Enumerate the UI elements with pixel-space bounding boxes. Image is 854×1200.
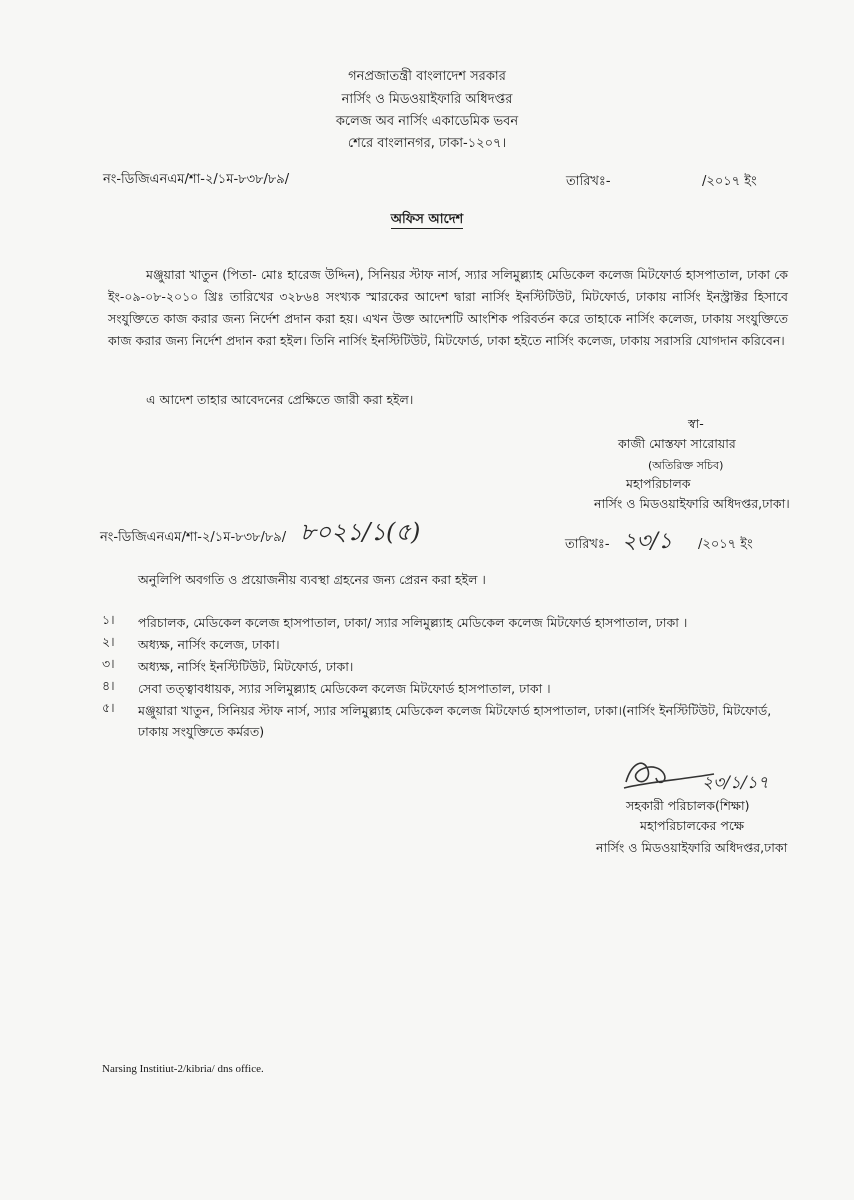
on-behalf-note: মহাপরিচালকের পক্ষে <box>640 818 745 833</box>
distribution-item: পরিচালক, মেডিকেল কলেজ হাসপাতাল, ঢাকা/ স্যার সলিমুল্ল্যাহ মেডিকেল কলেজ মিটফোর্ড হাসপাতাল, ঢাকা । <box>138 615 688 630</box>
order-issue-note: এ আদেশ তাহার আবেদনের প্রেক্ষিতে জারী করা হইল। <box>146 392 414 407</box>
distribution-number: ১। <box>102 612 115 627</box>
copy-memo-number: নং-ডিজিএনএম/শা-২/১ম-৮৩৮/৮৯/ <box>100 530 287 545</box>
signed-mark: স্বা- <box>688 416 704 431</box>
copy-intro: অনুলিপি অবগতি ও প্রয়োজনীয় ব্যবস্থা গ্রহনের জন্য প্রেরন করা হইল । <box>138 572 486 587</box>
document-title <box>0 210 854 231</box>
signatory-designation: মহাপরিচালক <box>626 476 691 491</box>
handwritten-memo-number: ৮০২১/১(৫) <box>300 518 421 546</box>
distribution-number: ২। <box>102 634 115 649</box>
distribution-number: ৪। <box>102 678 115 693</box>
distribution-item: সেবা তত্ত্বাবধায়ক, স্যার সলিমুল্ল্যাহ মেডিকেল কলেজ মিটফোর্ড হাসপাতাল, ঢাকা । <box>138 681 551 696</box>
memo-date-label: তারিখঃ- <box>566 174 611 189</box>
order-paragraph: মঞ্জুয়ারা খাতুন (পিতা- মোঃ হারেজ উদ্দিন), সিনিয়র স্টাফ নার্স, স্যার সলিমুল্ল্যাহ মেডিকেল কলেজ মিটফোর্ড হাসপাতাল, ঢাকা কে ইং-০৯-০৮-২০১০ খ্রিঃ তারিখের ৩২৮৬৪ সংখ্যক স্মারকের আদেশ দ্বারা নার্সিং ইনস্টিটিউট, মিটফোর্ড, ঢাকায় নার্সিং ইনস্ট্রাক্টর হিসাবে সংযুক্তিতে কাজ করার জন্য নির্দেশ প্রদান করা হয়। এখন উক্ত আদেশটি আংশিক পরিবর্তন করে তাহাকে নার্সিং কলেজ, ঢাকায় সংযুক্তিতে কাজ করার জন্য নির্দেশ প্রদান করা হইল। তিনি নার্সিং ইনস্টিটিউট, মিটফোর্ড, ঢাকা হইতে নার্সিং কলেজ, ঢাকায় সরাসরি যোগদান করিবেন। <box>108 267 788 348</box>
assistant-director-office: নার্সিং ও মিডওয়াইফারি অধিদপ্তর,ঢাকা <box>596 840 788 855</box>
distribution-item: অধ্যক্ষ, নার্সিং কলেজ, ঢাকা। <box>138 637 280 652</box>
footer-file-reference: Narsing Institiut-2/kibria/ dns office. <box>102 1063 264 1075</box>
signatory-name: কাজী মোস্তফা সারোয়ার <box>618 436 736 451</box>
handwritten-date: ২৩/১ <box>622 529 673 554</box>
distribution-number: ৩। <box>102 656 115 671</box>
document-title-text: অফিস আদেশ <box>390 212 464 227</box>
header-line-building: কলেজ অব নার্সিং একাডেমিক ভবন <box>335 114 519 129</box>
copy-memo-date-suffix: /২০১৭ ইং <box>698 537 753 552</box>
distribution-item: অধ্যক্ষ, নার্সিং ইনস্টিটিউট, মিটফোর্ড, ঢাকা। <box>138 659 354 674</box>
header-line-address: শেরে বাংলানগর, ঢাকা-১২০৭। <box>347 136 507 151</box>
signature-date: ২৩/১/১৭ <box>702 773 769 793</box>
header-line-directorate: নার্সিং ও মিডওয়াইফারি অধিদপ্তর <box>341 92 513 107</box>
memo-number: নং-ডিজিএনএম/শা-২/১ম-৮৩৮/৮৯/ <box>103 172 290 187</box>
header-line-government: গনপ্রজাতন্ত্রী বাংলাদেশ সরকার <box>348 69 506 84</box>
distribution-number: ৫। <box>102 700 115 715</box>
assistant-director-designation: সহকারী পরিচালক(শিক্ষা) <box>626 798 750 813</box>
distribution-item: মঞ্জুয়ারা খাতুন, সিনিয়র স্টাফ নার্স, স্যার সলিমুল্ল্যাহ মেডিকেল কলেজ মিটফোর্ড হাসপাতাল, ঢাকা।(নার্সিং ইনস্টিটিউট, মিটফোর্ড, ঢাকায় সংযুক্তিতে কর্মরত) <box>138 703 772 739</box>
signatory-office: নার্সিং ও মিডওয়াইফারি অধিদপ্তর,ঢাকা। <box>594 496 790 511</box>
signatory-rank: (অতিরিক্ত সচিব) <box>648 459 724 472</box>
copy-memo-date-label: তারিখঃ- <box>565 537 610 552</box>
memo-date-value: /২০১৭ ইং <box>702 174 757 189</box>
